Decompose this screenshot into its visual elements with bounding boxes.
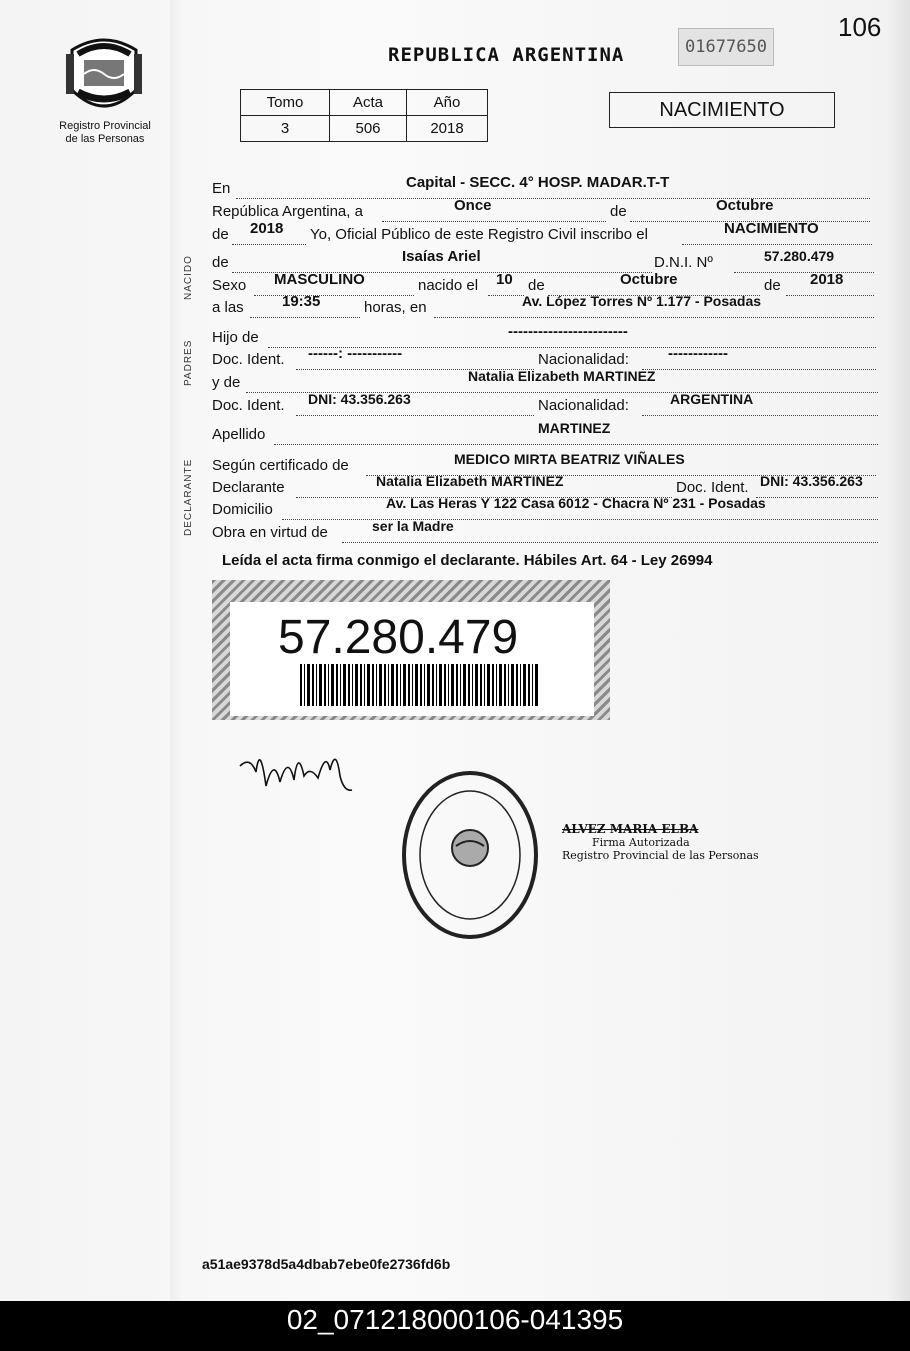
declarant-doc-value: DNI: 43.356.263 [760, 473, 863, 489]
place-value: Capital - SECC. 4° HOSP. MADAR.T-T [406, 174, 670, 191]
label-en: En [212, 180, 231, 197]
page-edge-shadow [886, 0, 910, 1301]
dotted-line [734, 271, 874, 273]
dotted-line [642, 414, 878, 416]
address-value: Av. Las Heras Y 122 Casa 6012 - Chacra Nº 231 - Posadas [386, 495, 766, 511]
label-y-de: y de [212, 374, 241, 391]
acta-header: Acta [330, 90, 407, 116]
mother-nationality-value: ARGENTINA [670, 391, 754, 407]
label-dni: D.N.I. Nº [654, 254, 713, 271]
dotted-line [642, 368, 876, 370]
label-doc-ident: Doc. Ident. [676, 479, 749, 496]
official-seal [400, 770, 540, 940]
act-type-value: NACIMIENTO [724, 220, 819, 237]
mother-doc-value: DNI: 43.356.263 [308, 391, 411, 407]
page-number: 106 [838, 12, 882, 42]
surname-value: MARTINEZ [538, 420, 611, 436]
label-de: de [212, 226, 229, 243]
dotted-line [382, 220, 606, 222]
birth-day-value: 10 [496, 271, 513, 288]
surname-line [212, 420, 878, 446]
father-nationality-value: ------------ [668, 345, 728, 362]
agency-line-2: de las Personas [65, 133, 145, 145]
official-name: ALVEZ MARIA ELBA [562, 822, 699, 836]
declarant-signature [236, 736, 356, 806]
label-segun: Según certificado de [212, 457, 349, 474]
by-virtue-line [212, 518, 878, 544]
dni-label-inner [230, 602, 594, 716]
label-declarante: Declarante [212, 479, 285, 496]
document-title: REPUBLICA ARGENTINA [388, 44, 625, 66]
agency-line-1: Registro Provincial [59, 120, 151, 132]
ano-header: Año [407, 90, 488, 116]
side-label-nacido: NACIDO [183, 255, 194, 300]
dotted-line [274, 443, 878, 445]
registry-table [240, 89, 488, 142]
dotted-line [488, 294, 524, 296]
dni-label-sticker [212, 580, 610, 720]
serial-number-stamp: 01677650 [678, 28, 774, 66]
birth-year-value: 2018 [810, 271, 844, 288]
father-value: ------------------------ [508, 323, 628, 340]
binding-shadow [170, 0, 182, 1301]
label-nacionalidad: Nacionalidad: [538, 351, 629, 368]
dotted-line [232, 243, 306, 245]
ano-value: 2018 [407, 116, 488, 142]
dotted-line [250, 316, 360, 318]
label-sexo: Sexo [212, 277, 247, 294]
dotted-line [342, 541, 878, 543]
birth-month-value: Octubre [620, 271, 678, 288]
tomo-value: 3 [241, 116, 330, 142]
dotted-line [756, 496, 878, 498]
label-doc-ident: Doc. Ident. [212, 397, 285, 414]
dotted-line [296, 414, 534, 416]
label-de: de [528, 277, 545, 294]
side-label-declarante: DECLARANTE [183, 458, 194, 536]
label-nacionalidad: Nacionalidad: [538, 397, 629, 414]
label-nacido-el: nacido el [418, 277, 479, 294]
label-de: de [610, 203, 627, 220]
record-type-box: NACIMIENTO [609, 92, 835, 128]
label-de: de [212, 254, 229, 271]
tomo-header: Tomo [241, 90, 330, 116]
birth-place-value: Av. López Torres Nº 1.177 - Posadas [522, 293, 762, 309]
time-place-line [212, 293, 874, 319]
certificate-value: MEDICO MIRTA BEATRIZ VIÑALES [454, 451, 685, 467]
label-doc-ident: Doc. Ident. [212, 351, 285, 368]
father-doc-value: ------: ----------- [308, 345, 403, 362]
sex-value: MASCULINO [274, 271, 365, 288]
month-value: Octubre [716, 197, 774, 214]
mother-doc-line [212, 391, 878, 417]
dni-value: 57.280.479 [764, 248, 835, 264]
document-hash: a51ae9378d5a4dbab7ebe0fe2736fd6b [202, 1256, 451, 1272]
dotted-line [236, 197, 870, 199]
label-hijo-de: Hijo de [212, 329, 259, 346]
declarant-value: Natalia Elizabeth MARTINEZ [376, 473, 564, 489]
time-value: 19:35 [282, 293, 321, 310]
year-value: 2018 [250, 220, 284, 237]
mother-value: Natalia Elizabeth MARTINEZ [468, 368, 656, 384]
agency-name [40, 120, 170, 146]
side-label-padres: PADRES [183, 339, 194, 386]
year-line [212, 220, 872, 246]
dni-card-number: 57.280.479 [278, 611, 519, 664]
barcode [300, 664, 540, 706]
label-a-las: a las [212, 299, 244, 316]
dotted-line [254, 294, 414, 296]
label-domicilio: Domicilio [212, 501, 273, 518]
label-obra: Obra en virtud de [212, 524, 328, 541]
acta-value: 506 [330, 116, 407, 142]
label-de: de [764, 277, 781, 294]
dotted-line [434, 316, 874, 318]
official-signature-block [562, 822, 759, 862]
label-republica: República Argentina, a [212, 203, 363, 220]
province-coat-of-arms-logo [64, 30, 144, 118]
by-virtue-value: ser la Madre [372, 518, 454, 534]
dotted-line [682, 243, 872, 245]
dotted-line [786, 294, 874, 296]
label-yo: Yo, Oficial Público de este Registro Civil inscribo el [310, 226, 648, 243]
official-office: Registro Provincial de las Personas [562, 849, 759, 862]
label-horas-en: horas, en [364, 299, 427, 316]
footer-id: 02_071218000106-041395 [286, 1304, 624, 1335]
day-words-value: Once [454, 197, 492, 214]
label-apellido: Apellido [212, 426, 266, 443]
name-value: Isaías Ariel [402, 248, 481, 265]
official-role: Firma Autorizada [592, 836, 690, 849]
address-line [212, 495, 878, 521]
closing-statement: Leída el acta firma conmigo el declarante. Hábiles Art. 64 - Ley 26994 [222, 552, 713, 569]
